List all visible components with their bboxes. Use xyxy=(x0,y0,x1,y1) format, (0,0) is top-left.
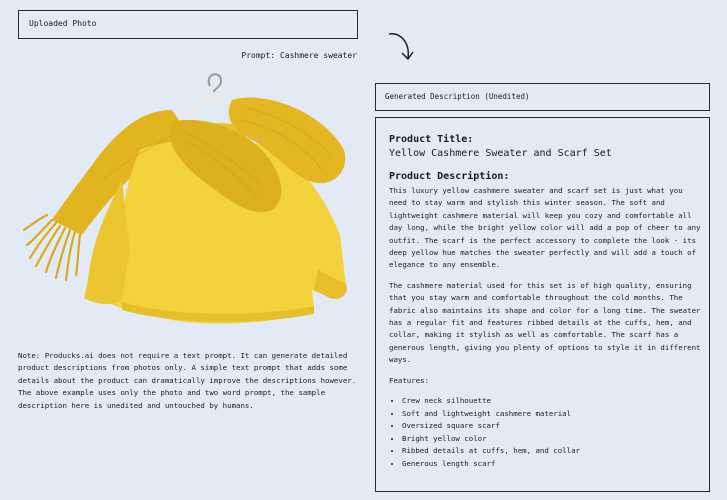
generated-description-box xyxy=(375,83,710,111)
feature-item: • Soft and lightweight cashmere material xyxy=(402,408,701,421)
features-label: Features: xyxy=(389,375,430,385)
description-paragraph-2: The cashmere material used for this set is of high quality, ensuring that you stay warm and comfortable throughout the cold months. The fabric also maintains its shape and color for a long time. The sweater has a regular fit and features ribbed details at the cuffs, hem, and collar, making it stylish as well as comfortable. The scarf has a generous length, giving you plenty of options to style it in different ways. xyxy=(389,280,701,365)
uploaded-photo-box xyxy=(18,10,358,39)
uploaded-photo-label: Uploaded Photo xyxy=(29,19,97,28)
product-photo xyxy=(22,70,362,332)
feature-item: • Bright yellow color xyxy=(402,433,701,446)
feature-item: • Crew neck silhouette xyxy=(402,395,701,408)
note-text: Note: Producks.ai does not require a text prompt. It can generate detailed product descriptions from photos only. A simple text prompt that adds some details about the product can dramatically improve the descriptions however. The above example uses only the photo and two word prompt, the sample description here is unedited and untouched by humans. xyxy=(18,351,357,410)
curved-arrow-icon xyxy=(386,30,418,66)
features-list xyxy=(389,395,701,471)
feature-item: • Generous length scarf xyxy=(402,458,701,471)
product-title: Yellow Cashmere Sweater and Scarf Set xyxy=(389,148,612,159)
description-paragraph-1: This luxury yellow cashmere sweater and scarf set is just what you need to stay warm and stylish this winter season. The soft and lightweight cashmere material will keep you cozy and comfortable all day long, while the bright yellow color will add a pop of cheer to any outfit. The scarf is the perfect accessory to complete the look - its deep yellow hue matches the sweater perfectly and will add a touch of elegance to any ensemble. xyxy=(389,186,701,270)
description-panel xyxy=(375,117,710,492)
generated-description-label: Generated Description (Unedited) xyxy=(385,92,530,101)
feature-item: • Ribbed details at cuffs, hem, and collar xyxy=(402,445,701,458)
product-title-heading: Product Title: xyxy=(389,134,474,145)
feature-item: • Oversized square scarf xyxy=(402,420,701,433)
prompt-text: Prompt: Cashmere sweater xyxy=(241,51,357,60)
product-description-heading: Product Description: xyxy=(389,171,510,182)
